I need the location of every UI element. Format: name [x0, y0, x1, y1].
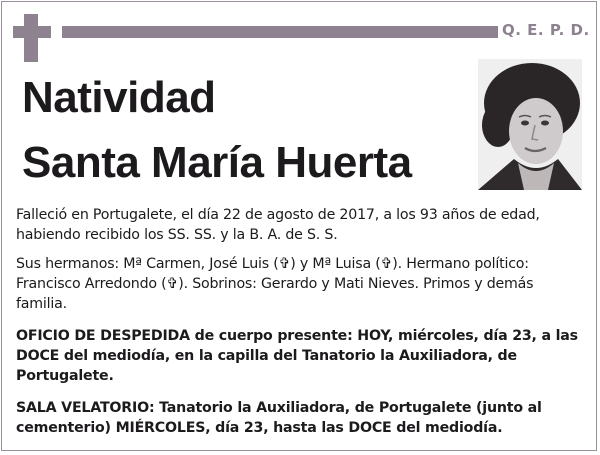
wake-room-paragraph: SALA VELATORIO: Tanatorio la Auxiliadora, de Portugalete (junto al cementerio) MIÉRCOLES, día 23, hasta las DOCE del mediodía.	[16, 400, 542, 436]
death-notice-paragraph: Falleció en Portugalete, el día 22 de agosto de 2017, a los 93 años de edad, habiendo recibido los SS. SS. y la B. A. de S. S.	[16, 207, 540, 243]
family-text-3: ). Hermano político: Francisco Arredondo (	[16, 256, 529, 292]
deceased-first-name: Natividad	[22, 73, 216, 122]
family-text-4: ). Sobrinos: Gerardo y Mati Nieves. Primos y demás familia.	[16, 276, 534, 312]
cross-icon-inline: ✞	[166, 276, 179, 292]
deceased-surnames: Santa María Huerta	[22, 138, 412, 187]
qepd-badge: Q. E. P. D.	[502, 21, 590, 39]
portrait-image	[478, 59, 582, 190]
portrait-photo	[478, 59, 582, 190]
header-rule	[62, 26, 498, 38]
family-text-1: Sus hermanos: Mª Carmen, José Luis (	[16, 256, 279, 272]
family-text-2: ) y Mª Luisa (	[290, 256, 381, 272]
cross-icon	[24, 14, 38, 62]
family-paragraph	[16, 254, 586, 314]
cross-icon-inline: ✞	[380, 256, 393, 272]
cross-icon-bar	[13, 26, 51, 38]
funeral-service-paragraph: OFICIO DE DESPEDIDA de cuerpo presente: HOY, miércoles, día 23, a las DOCE del mediodía, en la capilla del Tanatorio la Auxiliadora, de Portugalete.	[16, 328, 578, 384]
obituary-card	[1, 1, 597, 451]
cross-icon-inline: ✞	[278, 256, 291, 272]
